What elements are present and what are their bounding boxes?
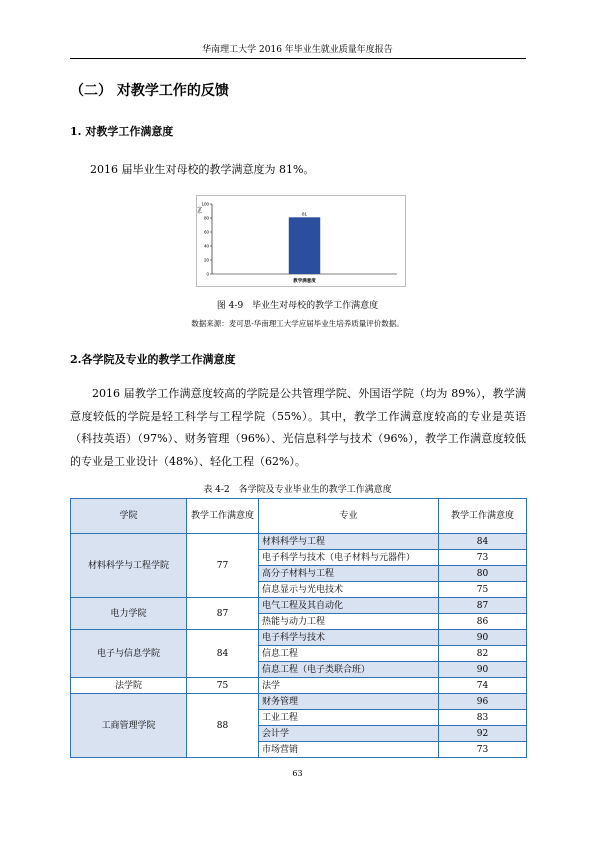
college-score: 88 (187, 694, 259, 758)
major-score: 90 (439, 662, 527, 678)
header-college-score: 教学工作满意度 (187, 499, 259, 534)
college-name: 材料科学与工程学院 (71, 534, 187, 598)
figure-caption: 图 4-9 毕业生对母校的教学工作满意度 (216, 301, 379, 311)
major-score: 90 (439, 630, 527, 646)
major-name: 电子科学与技术 (259, 630, 439, 646)
major-score: 96 (439, 694, 527, 710)
header-college: 学院 (71, 499, 187, 534)
major-score: 83 (439, 710, 527, 726)
x-category-label: 教学满意度 (293, 278, 316, 283)
table-row (71, 630, 527, 646)
table-header-row (71, 499, 527, 534)
college-name: 工商管理学院 (71, 694, 187, 758)
major-name: 电气工程及其自动化 (259, 598, 439, 614)
major-score: 84 (439, 534, 527, 550)
table-caption: 表 4-2 各学院及专业毕业生的教学工作满意度 (203, 485, 392, 495)
major-score: 73 (439, 742, 527, 758)
paragraph-2: 2016 届教学工作满意度较高的学院是公共管理学院、外国语学院（均为 89%），教学满意度较低的学院是轻工科学与工程学院（55%）。其中，教学工作满意度较高的专业是英语（科技英语）（97%）、财务管理（96%）、光信息科学与技术（96%），教学工作满意度较低的专业是工业设计（48%）、轻化工程（62%）。 (70, 387, 526, 468)
satisfaction-chart (196, 195, 406, 287)
y-tick-label: 0 (206, 271, 209, 277)
college-score: 87 (187, 598, 259, 630)
y-tick-label: 20 (203, 257, 209, 263)
major-name: 法学 (259, 678, 439, 694)
table-body (71, 534, 527, 758)
major-name: 信息显示与光电技术 (259, 582, 439, 598)
major-name: 市场营销 (259, 742, 439, 758)
major-name: 会计学 (259, 726, 439, 742)
y-tick-label: 80 (203, 215, 209, 221)
subsection-heading-1: 1. 对教学工作满意度 (70, 125, 174, 138)
major-name: 信息工程 (259, 646, 439, 662)
bar-data-label: 81 (301, 211, 308, 217)
y-tick-label: 60 (203, 229, 209, 235)
paragraph-1: 2016 届毕业生对母校的教学满意度为 81%。 (90, 163, 315, 176)
page-number: 63 (292, 769, 303, 778)
satisfaction-table (70, 498, 527, 758)
chart-canvas (197, 196, 407, 288)
college-name: 电子与信息学院 (71, 630, 187, 678)
college-score: 84 (187, 630, 259, 678)
college-score: 75 (187, 678, 259, 694)
subsection-heading-2: 2.各学院及专业的教学工作满意度 (70, 353, 236, 366)
major-score: 75 (439, 582, 527, 598)
major-score: 87 (439, 598, 527, 614)
major-score: 82 (439, 646, 527, 662)
major-name: 高分子材料与工程 (259, 566, 439, 582)
college-score: 77 (187, 534, 259, 598)
data-source-note: 数据来源：麦可思-华南理工大学应届毕业生培养质量评价数据。 (191, 319, 404, 328)
y-tick-label: 40 (203, 243, 209, 249)
major-name: 材料科学与工程 (259, 534, 439, 550)
header-major: 专业 (259, 499, 439, 534)
y-tick-label: 100 (201, 201, 209, 207)
college-name: 法学院 (71, 678, 187, 694)
major-name: 热能与动力工程 (259, 614, 439, 630)
college-name: 电力学院 (71, 598, 187, 630)
header-rule (70, 58, 526, 59)
y-axis-label: (%) (197, 206, 202, 214)
table-row (71, 694, 527, 710)
table-row (71, 678, 527, 694)
major-score: 80 (439, 566, 527, 582)
major-score: 74 (439, 678, 527, 694)
major-score: 73 (439, 550, 527, 566)
header-major-score: 教学工作满意度 (439, 499, 527, 534)
major-name: 工业工程 (259, 710, 439, 726)
section-heading: （二） 对教学工作的反馈 (70, 83, 229, 99)
major-score: 86 (439, 614, 527, 630)
major-score: 92 (439, 726, 527, 742)
table-row (71, 534, 527, 550)
major-name: 信息工程（电子类联合班） (259, 662, 439, 678)
table-row (71, 598, 527, 614)
major-name: 电子科学与技术（电子材料与元器件） (259, 550, 439, 566)
major-name: 财务管理 (259, 694, 439, 710)
bar (289, 217, 320, 274)
running-header: 华南理工大学 2016 年毕业生就业质量年度报告 (202, 45, 393, 55)
